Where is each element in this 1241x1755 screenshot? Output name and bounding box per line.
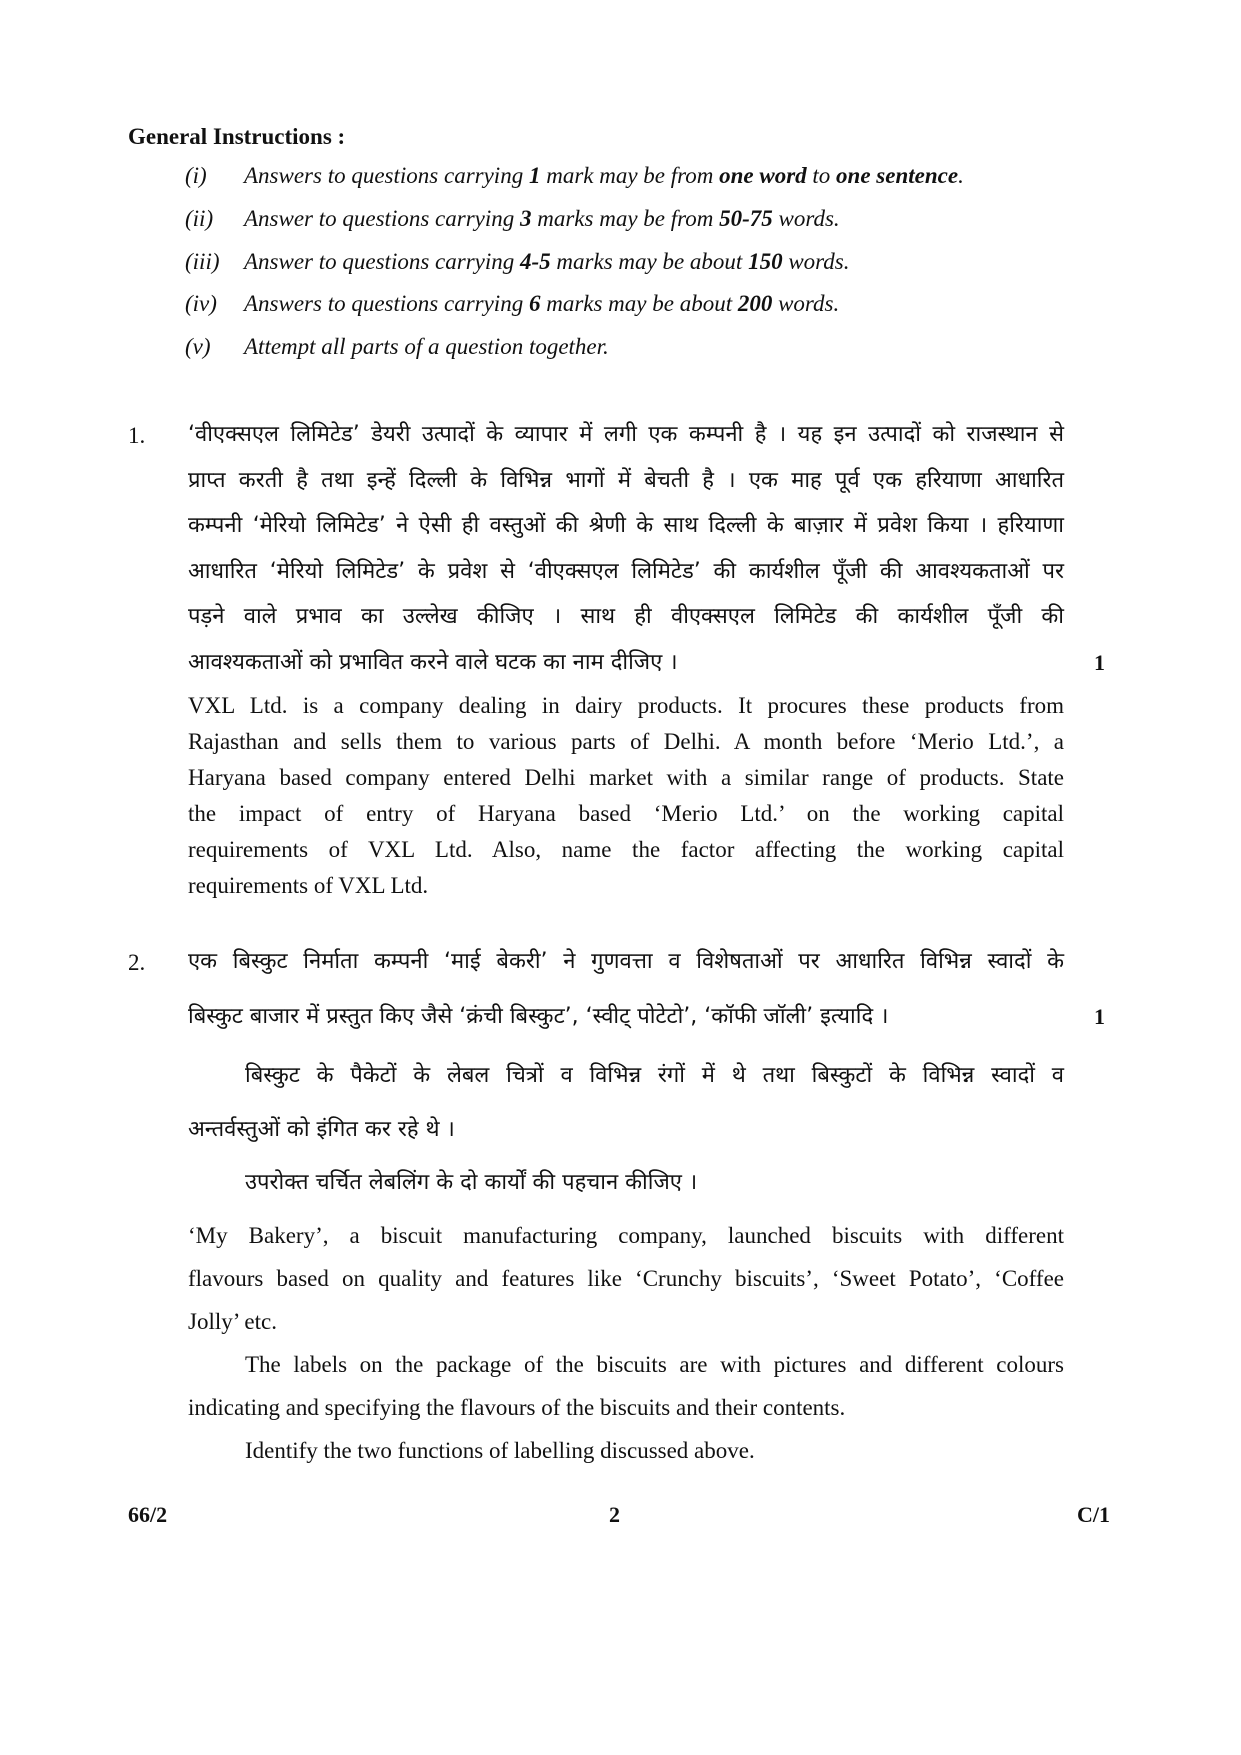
q2-hindi-line: बिस्कुट बाजार में प्रस्तुत किए जैसे ‘क्रंची बिस्कुट’, ‘स्वीट् पोटेटो’, ‘कॉफी जॉली’ इत्यादि । <box>188 1004 889 1029</box>
page-number: 2 <box>609 1502 620 1527</box>
q1-hindi-line: आधारित ‘मेरियो लिमिटेड’ के प्रवेश से ‘वीएक्सएल लिमिटेड’ की कार्यशील पूँजी की आवश्यकताओं पर <box>188 559 1064 584</box>
set-code: C/1 <box>1077 1502 1110 1527</box>
q2-english-line: The labels on the package of the biscuits are with pictures and different colours <box>245 1352 1064 1377</box>
q1-hindi-line: प्राप्त करती है तथा इन्हें दिल्ली के विभिन्न भागों में बेचती है । एक माह पूर्व एक हरियाणा आधारित <box>188 468 1064 493</box>
q1-english-line: the impact of entry of Haryana based ‘Merio Ltd.’ on the working capital <box>188 801 1064 826</box>
q2-english-line: indicating and specifying the flavours of the biscuits and their contents. <box>188 1395 846 1420</box>
q2-english-line: Jolly’ etc. <box>188 1309 277 1334</box>
q1-hindi-line: आवश्यकताओं को प्रभावित करने वाले घटक का नाम दीजिए । <box>188 650 678 675</box>
q1-hindi-line: पड़ने वाले प्रभाव का उल्लेख कीजिए । साथ ही वीएक्सएल लिमिटेड की कार्यशील पूँजी की <box>188 604 1064 629</box>
q1-hindi-line: ‘वीएक्सएल लिमिटेड’ डेयरी उत्पादों के व्यापार में लगी एक कम्पनी है । यह इन उत्पादों को राजस्थान से <box>188 422 1064 447</box>
question-number: 1. <box>128 423 146 448</box>
question-number: 2. <box>128 950 146 975</box>
q1-english-line: Haryana based company entered Delhi market with a similar range of products. State <box>188 765 1064 790</box>
q2-english-line: flavours based on quality and features like ‘Crunchy biscuits’, ‘Sweet Potato’, ‘Coffee <box>188 1266 1064 1291</box>
q2-english-line: ‘My Bakery’, a biscuit manufacturing company, launched biscuits with different <box>188 1223 1064 1248</box>
q1-english-line: Rajasthan and sells them to various parts of Delhi. A month before ‘Merio Ltd.’, a <box>188 729 1064 754</box>
q1-hindi-line: कम्पनी ‘मेरियो लिमिटेड’ ने ऐसी ही वस्तुओं की श्रेणी के साथ दिल्ली के बाज़ार में प्रवेश किया । हरियाणा <box>188 513 1064 538</box>
paper-code: 66/2 <box>128 1502 168 1527</box>
q2-hindi-line: बिस्कुट के पैकेटों के लेबल चित्रों व विभिन्न रंगों में थे तथा बिस्कुटों के विभिन्न स्वादों व <box>245 1063 1064 1088</box>
q1-marks: 1 <box>1094 650 1105 675</box>
instructions-title: General Instructions : <box>128 124 346 149</box>
q1-english-line: VXL Ltd. is a company dealing in dairy products. It procures these products from <box>188 693 1064 718</box>
q2-marks: 1 <box>1094 1004 1105 1029</box>
q1-english-line: requirements of VXL Ltd. <box>188 873 429 898</box>
q2-hindi-line: अन्तर्वस्तुओं को इंगित कर रहे थे । <box>188 1117 455 1142</box>
q1-english-line: requirements of VXL Ltd. Also, name the factor affecting the working capital <box>188 837 1064 862</box>
q2-hindi-line: एक बिस्कुट निर्माता कम्पनी ‘माई बेकरी’ ने गुणवत्ता व विशेषताओं पर आधारित विभिन्न स्वादों के <box>188 949 1064 974</box>
q2-hindi-line: उपरोक्त चर्चित लेबलिंग के दो कार्यों की पहचान कीजिए । <box>245 1170 698 1195</box>
q2-english-line: Identify the two functions of labelling discussed above. <box>245 1438 755 1463</box>
